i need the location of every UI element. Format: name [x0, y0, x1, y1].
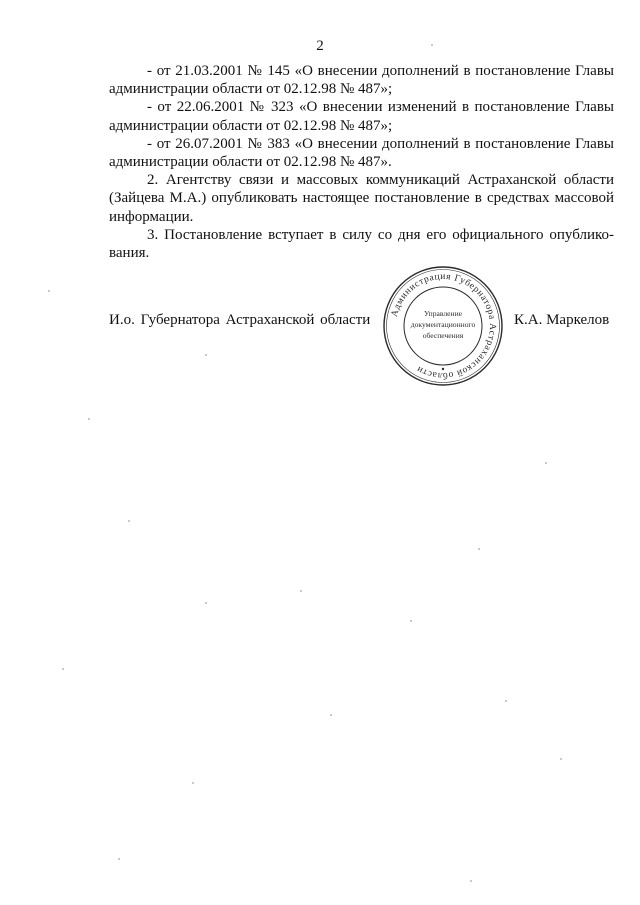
scan-speck [48, 290, 50, 292]
scan-speck [88, 418, 90, 420]
paragraph-amendment-383: - от 26.07.2001 № 383 «О внесении дополнений в постановление Главы администрации области от 02.12.98 № 487». [109, 135, 614, 171]
scan-speck [300, 590, 302, 592]
scan-speck [560, 758, 562, 760]
scan-speck [62, 668, 64, 670]
scan-speck [505, 700, 507, 702]
page-number: 2 [316, 38, 324, 54]
paragraph-amendment-323: - от 22.06.2001 № 323 «О внесении изменений в постановление Главы администрации области от 02.12.98 № 487»; [109, 99, 614, 134]
scan-speck [205, 602, 207, 604]
paragraph-effective-date: 3. Постановление вступает в силу со дня его официального опублико-вания. [109, 226, 614, 262]
seal-center-line-3: обеспечения [422, 331, 464, 340]
seal-ring-text: Администрация Губернатора Астраханской области [389, 271, 498, 381]
scan-speck [128, 520, 130, 522]
signatory-position: И.о. Губернатора Астраханской области [109, 312, 371, 328]
scan-speck [330, 714, 332, 716]
scan-speck [118, 858, 120, 860]
signatory-name: К.А. Маркелов [514, 312, 610, 328]
scan-speck [478, 548, 480, 550]
scan-speck [545, 462, 547, 464]
official-seal-stamp [382, 265, 504, 387]
paragraph-amendment-145: - от 21.03.2001 № 145 «О внесении дополнений в постановление Главы администрации области от 02.12.98 № 487»; [109, 63, 614, 98]
scan-speck [470, 880, 472, 882]
paragraph-publication-order: 2. Агентству связи и массовых коммуникаций Астраханской области (Зайцева М.А.) опубликовать настоящее постановление в средствах массовой информации. [109, 172, 614, 225]
seal-center-line-1: Управление [423, 309, 463, 318]
scan-speck [410, 620, 412, 622]
scan-speck [205, 354, 207, 356]
scan-speck [192, 782, 194, 784]
seal-center-line-2: документационного [410, 320, 476, 329]
document-body [109, 62, 614, 262]
scan-speck [431, 44, 433, 46]
seal-star-mark [442, 368, 444, 370]
